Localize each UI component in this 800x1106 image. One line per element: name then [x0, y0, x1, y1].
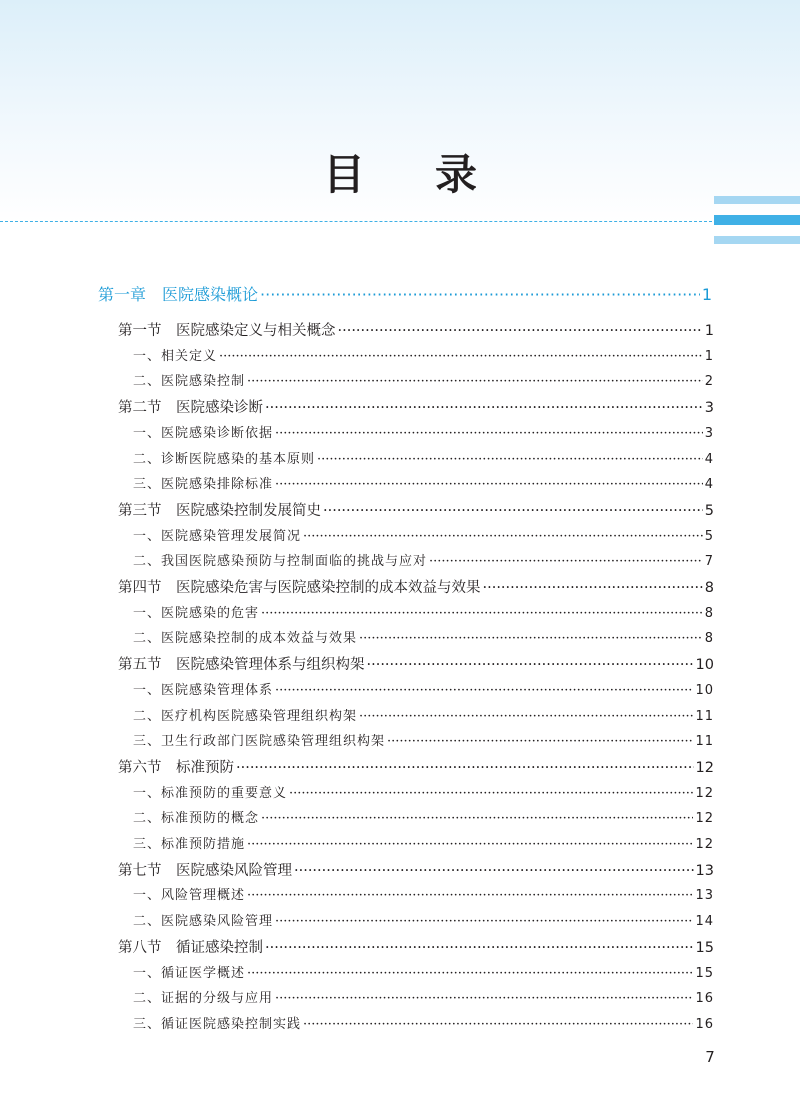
toc-entry-section [118, 935, 714, 961]
toc-entry-title: 二、医院感染风险管理 [133, 914, 274, 930]
toc-entry-title: 三、标准预防措施 [133, 837, 246, 852]
toc-entry-item [133, 781, 714, 807]
toc-entry-title: 第三节 医院感染控制发展简史 [118, 502, 321, 519]
header-dashed-rule [0, 221, 712, 222]
toc-dot-leader [261, 806, 693, 832]
toc-page-number: 16 [695, 991, 714, 1007]
toc-entry-item [133, 909, 714, 935]
toc-entry-item [133, 524, 714, 550]
toc-entry-item [133, 369, 714, 395]
toc-dot-leader [247, 369, 703, 395]
page-title-char: 录 [435, 150, 478, 199]
toc-entry-title: 三、医院感染排除标准 [133, 477, 274, 493]
toc-dot-leader [275, 678, 693, 704]
toc-page-number: 12 [695, 811, 714, 827]
toc-page-number: 15 [695, 965, 714, 981]
toc-dot-leader [247, 961, 693, 987]
toc-dot-leader [275, 472, 703, 498]
toc-page-number: 7 [704, 554, 714, 570]
toc-entry-chapter [98, 282, 712, 308]
toc-page-number: 11 [695, 708, 714, 724]
toc-entry-item [133, 601, 714, 627]
toc-page-number: 10 [695, 657, 714, 674]
toc-dot-leader [261, 601, 703, 627]
toc-dot-leader [317, 447, 703, 473]
toc-entry-title: 二、标准预防的概念 [133, 811, 260, 827]
toc-entry-title: 第六节 标准预防 [118, 759, 234, 776]
toc-entry-title: 三、卫生行政部门医院感染管理组织构架 [133, 734, 386, 750]
toc-page-number: 13 [695, 862, 714, 879]
toc-entry-section [118, 575, 714, 601]
toc-entry-item [133, 626, 714, 652]
toc-entry-title: 一、医院感染的危害 [133, 605, 260, 621]
toc-dot-leader [275, 986, 693, 1012]
toc-dot-leader [236, 755, 694, 781]
toc-entry-section [118, 498, 714, 524]
toc-entry-section [118, 755, 714, 781]
toc-dot-leader [265, 935, 694, 961]
toc-entry-item [133, 806, 714, 832]
toc-dot-leader [483, 575, 703, 601]
toc-entry-item [133, 883, 714, 909]
toc-entry-section [118, 318, 714, 344]
toc-dot-leader [289, 781, 693, 807]
toc-entry-item [133, 344, 714, 370]
toc-entry-item [133, 447, 714, 473]
toc-entry-item [133, 421, 714, 447]
toc-dot-leader [247, 883, 693, 909]
toc-dot-leader [359, 626, 703, 652]
toc-dot-leader [359, 704, 693, 730]
toc-dot-leader [338, 318, 703, 344]
page-title-char: 目 [322, 150, 365, 199]
toc-entry-section [118, 395, 714, 421]
toc-entry-title: 一、循证医学概述 [133, 965, 246, 981]
toc-page-number: 8 [704, 631, 714, 647]
toc-page-number: 8 [704, 605, 714, 621]
toc-entry-title: 第七节 医院感染风险管理 [118, 862, 292, 879]
toc-page-number: 8 [704, 580, 714, 596]
toc-entry-item [133, 678, 714, 704]
page-title [0, 142, 800, 202]
toc-entry-item [133, 961, 714, 987]
toc-page-number: 2 [704, 374, 714, 390]
toc-page-number: 14 [695, 914, 714, 930]
toc-dot-leader [323, 498, 703, 524]
toc-dot-leader [429, 549, 703, 575]
toc-dot-leader [219, 344, 703, 370]
toc-entry-title: 二、证据的分级与应用 [133, 991, 274, 1007]
toc-entry-title: 第一节 医院感染定义与相关概念 [118, 323, 336, 339]
toc-entry-title: 第一章 医院感染概论 [98, 285, 259, 304]
toc-entry-item [133, 472, 714, 498]
toc-dot-leader [265, 395, 703, 421]
toc-entry-title: 第二节 医院感染诊断 [118, 400, 263, 417]
toc-page-number: 3 [704, 425, 714, 441]
toc-entry-item [133, 1012, 714, 1038]
toc-entry-section [118, 652, 714, 678]
toc-dot-leader [294, 858, 694, 884]
decor-stripe [714, 215, 800, 225]
toc-entry-title: 一、风险管理概述 [133, 888, 246, 904]
toc-entry-title: 三、循证医院感染控制实践 [133, 1016, 302, 1032]
toc-page-number: 16 [695, 1016, 714, 1032]
toc-dot-leader [275, 909, 693, 935]
toc-page-number: 13 [695, 888, 714, 904]
toc-entry-item [133, 986, 714, 1012]
toc-entry-title: 第八节 循证感染控制 [118, 939, 263, 956]
toc-entry-title: 一、相关定义 [133, 348, 218, 364]
toc-entry-title: 二、医疗机构医院感染管理组织构架 [133, 708, 358, 724]
toc-page-number: 11 [695, 734, 714, 750]
toc-page-number: 4 [704, 451, 714, 467]
toc-entry-item [133, 549, 714, 575]
toc-page-number: 1 [704, 323, 714, 339]
toc-page-number: 5 [704, 502, 714, 519]
toc-page-number: 1 [701, 285, 712, 304]
toc-page-number: 12 [695, 759, 714, 776]
toc-dot-leader [303, 1012, 693, 1038]
toc-page-number: 4 [704, 477, 714, 493]
toc-entry-title: 二、我国医院感染预防与控制面临的挑战与应对 [133, 554, 428, 570]
toc-dot-leader [367, 652, 694, 678]
toc-dot-leader [260, 282, 700, 308]
toc-entry-item [133, 832, 714, 858]
toc-entry-title: 二、诊断医院感染的基本原则 [133, 451, 316, 467]
toc-entry-section [118, 858, 714, 884]
toc-page-number: 10 [695, 682, 714, 698]
toc-page-number: 12 [695, 785, 714, 801]
toc-entry-title: 第五节 医院感染管理体系与组织构架 [118, 657, 365, 674]
toc-entry-title: 第四节 医院感染危害与医院感染控制的成本效益与效果 [118, 580, 481, 596]
toc-page-number: 15 [695, 939, 714, 956]
decor-stripe [714, 236, 800, 244]
page-number: 7 [705, 1048, 715, 1066]
toc-entry-title: 二、医院感染控制 [133, 374, 246, 390]
toc-entry-title: 一、标准预防的重要意义 [133, 785, 288, 801]
toc-dot-leader [303, 524, 703, 550]
toc-entry-title: 一、医院感染管理体系 [133, 682, 274, 698]
toc-entry-title: 二、医院感染控制的成本效益与效果 [133, 631, 358, 647]
toc-entry-item [133, 704, 714, 730]
toc-entry-item [133, 729, 714, 755]
toc-page-number: 3 [704, 400, 714, 417]
toc-page-number: 1 [704, 348, 714, 364]
toc-dot-leader [275, 421, 703, 447]
toc-page-number: 12 [695, 837, 714, 852]
toc-entry-title: 一、医院感染诊断依据 [133, 425, 274, 441]
toc-entry-title: 一、医院感染管理发展简况 [133, 528, 302, 544]
toc-page-number: 5 [704, 528, 714, 544]
toc-dot-leader [247, 832, 693, 858]
toc-dot-leader [387, 729, 693, 755]
